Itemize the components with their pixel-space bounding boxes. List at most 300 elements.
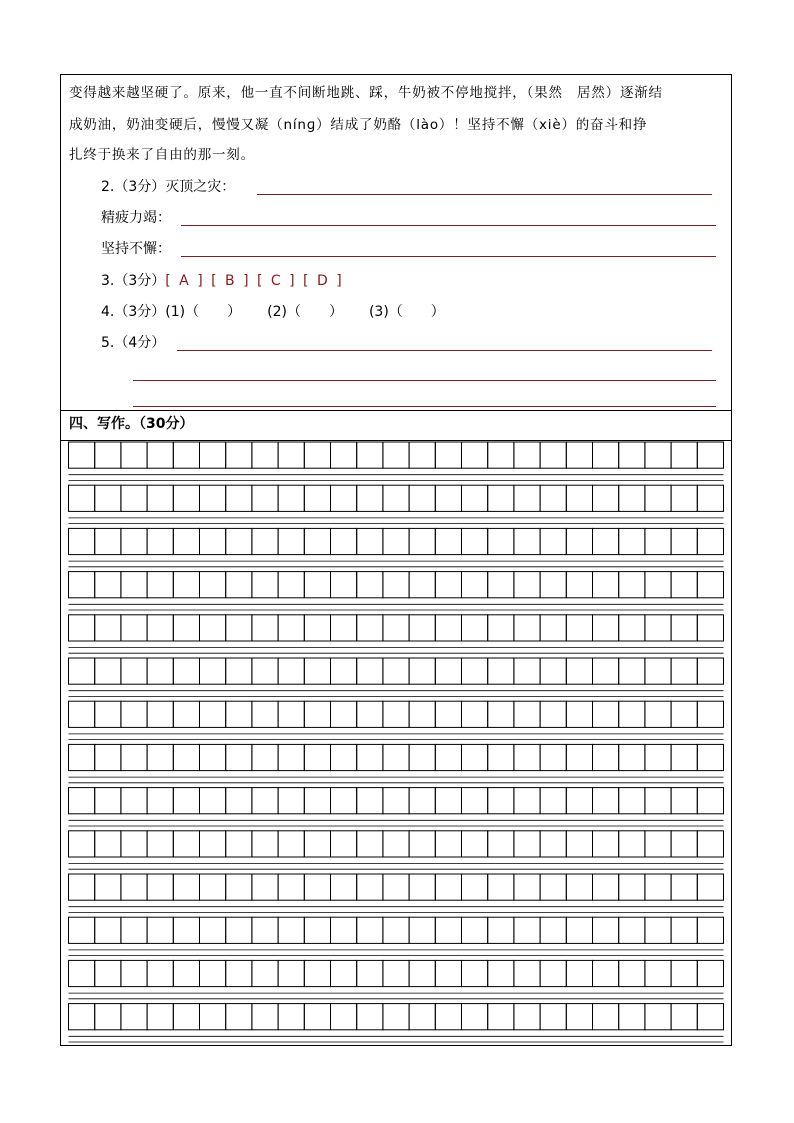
grid-cell[interactable]	[540, 960, 566, 986]
grid-cell[interactable]	[593, 528, 619, 554]
grid-cell[interactable]	[200, 831, 226, 857]
grid-cell[interactable]	[671, 960, 697, 986]
grid-cell[interactable]	[95, 572, 121, 598]
grid-cell[interactable]	[593, 442, 619, 468]
grid-cell[interactable]	[409, 917, 435, 943]
grid-cell[interactable]	[121, 788, 147, 814]
grid-row[interactable]	[69, 701, 724, 739]
grid-cell[interactable]	[697, 658, 723, 684]
grid-row[interactable]	[69, 960, 724, 998]
grid-cell[interactable]	[488, 658, 514, 684]
grid-cell[interactable]	[566, 1004, 592, 1030]
grid-cell[interactable]	[409, 874, 435, 900]
grid-cell[interactable]	[619, 788, 645, 814]
grid-cell[interactable]	[409, 615, 435, 641]
grid-cell[interactable]	[593, 572, 619, 598]
grid-cell[interactable]	[252, 528, 278, 554]
grid-cell[interactable]	[121, 831, 147, 857]
grid-cell[interactable]	[435, 658, 461, 684]
grid-cell[interactable]	[435, 960, 461, 986]
grid-cell[interactable]	[645, 917, 671, 943]
grid-cell[interactable]	[566, 744, 592, 770]
grid-cell[interactable]	[200, 874, 226, 900]
grid-cell[interactable]	[304, 528, 330, 554]
grid-cell[interactable]	[619, 485, 645, 511]
grid-cell[interactable]	[514, 572, 540, 598]
grid-cell[interactable]	[619, 1004, 645, 1030]
grid-cell[interactable]	[357, 744, 383, 770]
grid-cell[interactable]	[671, 442, 697, 468]
grid-cell[interactable]	[383, 788, 409, 814]
q2-answer-line-b[interactable]	[181, 225, 716, 226]
grid-cell[interactable]	[540, 788, 566, 814]
grid-cell[interactable]	[514, 788, 540, 814]
grid-cell[interactable]	[121, 658, 147, 684]
grid-cell[interactable]	[593, 1004, 619, 1030]
grid-cell[interactable]	[252, 572, 278, 598]
grid-cell[interactable]	[304, 960, 330, 986]
grid-cell[interactable]	[697, 831, 723, 857]
grid-cell[interactable]	[383, 701, 409, 727]
grid-cell[interactable]	[226, 485, 252, 511]
grid-cell[interactable]	[409, 485, 435, 511]
grid-cell[interactable]	[671, 917, 697, 943]
grid-row[interactable]	[69, 917, 724, 955]
grid-cell[interactable]	[147, 788, 173, 814]
grid-cell[interactable]	[69, 442, 95, 468]
grid-cell[interactable]	[593, 788, 619, 814]
grid-cell[interactable]	[383, 831, 409, 857]
grid-cell[interactable]	[462, 701, 488, 727]
grid-cell[interactable]	[409, 701, 435, 727]
grid-cell[interactable]	[488, 1004, 514, 1030]
grid-cell[interactable]	[357, 917, 383, 943]
grid-cell[interactable]	[435, 485, 461, 511]
grid-cell[interactable]	[671, 701, 697, 727]
composition-grid[interactable]	[68, 441, 726, 1045]
grid-cell[interactable]	[435, 917, 461, 943]
grid-cell[interactable]	[252, 788, 278, 814]
grid-cell[interactable]	[619, 960, 645, 986]
grid-cell[interactable]	[95, 658, 121, 684]
grid-cell[interactable]	[121, 917, 147, 943]
grid-cell[interactable]	[488, 528, 514, 554]
grid-cell[interactable]	[173, 485, 199, 511]
grid-cell[interactable]	[95, 917, 121, 943]
q4-part-3[interactable]: (3)（ ）	[368, 304, 445, 320]
grid-cell[interactable]	[357, 572, 383, 598]
grid-cell[interactable]	[147, 615, 173, 641]
grid-cell[interactable]	[121, 528, 147, 554]
grid-cell[interactable]	[645, 658, 671, 684]
grid-cell[interactable]	[645, 874, 671, 900]
grid-cell[interactable]	[331, 917, 357, 943]
grid-cell[interactable]	[278, 917, 304, 943]
grid-cell[interactable]	[593, 744, 619, 770]
grid-cell[interactable]	[331, 442, 357, 468]
grid-cell[interactable]	[173, 701, 199, 727]
grid-cell[interactable]	[121, 960, 147, 986]
grid-cell[interactable]	[278, 528, 304, 554]
grid-cell[interactable]	[69, 788, 95, 814]
grid-cell[interactable]	[540, 442, 566, 468]
grid-cell[interactable]	[95, 528, 121, 554]
grid-cell[interactable]	[304, 788, 330, 814]
grid-cell[interactable]	[357, 701, 383, 727]
grid-cell[interactable]	[252, 831, 278, 857]
grid-cell[interactable]	[69, 917, 95, 943]
grid-cell[interactable]	[383, 744, 409, 770]
q2-answer-line-c[interactable]	[181, 256, 716, 257]
grid-cell[interactable]	[697, 528, 723, 554]
grid-cell[interactable]	[593, 701, 619, 727]
grid-cell[interactable]	[645, 788, 671, 814]
grid-cell[interactable]	[252, 442, 278, 468]
grid-cell[interactable]	[278, 442, 304, 468]
grid-cell[interactable]	[95, 615, 121, 641]
grid-cell[interactable]	[540, 874, 566, 900]
grid-cell[interactable]	[645, 442, 671, 468]
grid-cell[interactable]	[514, 744, 540, 770]
grid-cell[interactable]	[357, 485, 383, 511]
q4-part-2[interactable]: (2)（ ）	[267, 304, 343, 320]
grid-cell[interactable]	[69, 701, 95, 727]
grid-cell[interactable]	[435, 1004, 461, 1030]
grid-cell[interactable]	[226, 960, 252, 986]
grid-cell[interactable]	[697, 744, 723, 770]
grid-cell[interactable]	[200, 1004, 226, 1030]
grid-cell[interactable]	[645, 615, 671, 641]
grid-cell[interactable]	[357, 1004, 383, 1030]
grid-cell[interactable]	[147, 831, 173, 857]
grid-row[interactable]	[69, 442, 724, 480]
grid-cell[interactable]	[147, 658, 173, 684]
grid-cell[interactable]	[173, 831, 199, 857]
grid-cell[interactable]	[69, 874, 95, 900]
grid-cell[interactable]	[514, 701, 540, 727]
grid-cell[interactable]	[278, 960, 304, 986]
grid-cell[interactable]	[697, 917, 723, 943]
grid-cell[interactable]	[304, 874, 330, 900]
grid-cell[interactable]	[226, 701, 252, 727]
grid-cell[interactable]	[121, 485, 147, 511]
grid-cell[interactable]	[514, 615, 540, 641]
grid-cell[interactable]	[619, 572, 645, 598]
grid-cell[interactable]	[173, 615, 199, 641]
grid-cell[interactable]	[488, 960, 514, 986]
grid-cell[interactable]	[697, 874, 723, 900]
grid-row[interactable]	[69, 1004, 724, 1042]
grid-cell[interactable]	[147, 572, 173, 598]
grid-cell[interactable]	[147, 874, 173, 900]
grid-cell[interactable]	[331, 572, 357, 598]
grid-cell[interactable]	[69, 831, 95, 857]
grid-cell[interactable]	[514, 831, 540, 857]
grid-cell[interactable]	[304, 831, 330, 857]
grid-cell[interactable]	[226, 658, 252, 684]
grid-cell[interactable]	[697, 701, 723, 727]
grid-cell[interactable]	[566, 658, 592, 684]
grid-cell[interactable]	[462, 528, 488, 554]
grid-row[interactable]	[69, 485, 724, 523]
grid-cell[interactable]	[304, 485, 330, 511]
grid-cell[interactable]	[462, 572, 488, 598]
grid-cell[interactable]	[671, 615, 697, 641]
grid-cell[interactable]	[566, 572, 592, 598]
grid-cell[interactable]	[357, 615, 383, 641]
grid-cell[interactable]	[147, 442, 173, 468]
grid-cell[interactable]	[357, 874, 383, 900]
grid-cell[interactable]	[645, 744, 671, 770]
grid-cell[interactable]	[462, 442, 488, 468]
grid-cell[interactable]	[95, 831, 121, 857]
grid-cell[interactable]	[514, 528, 540, 554]
grid-cell[interactable]	[488, 485, 514, 511]
grid-cell[interactable]	[69, 960, 95, 986]
grid-cell[interactable]	[462, 615, 488, 641]
grid-cell[interactable]	[252, 701, 278, 727]
grid-cell[interactable]	[383, 1004, 409, 1030]
grid-cell[interactable]	[593, 615, 619, 641]
grid-cell[interactable]	[226, 442, 252, 468]
grid-cell[interactable]	[304, 917, 330, 943]
grid-cell[interactable]	[226, 528, 252, 554]
grid-row[interactable]	[69, 572, 724, 610]
grid-cell[interactable]	[671, 528, 697, 554]
grid-cell[interactable]	[645, 1004, 671, 1030]
grid-cell[interactable]	[697, 960, 723, 986]
grid-cell[interactable]	[121, 744, 147, 770]
grid-cell[interactable]	[488, 701, 514, 727]
grid-cell[interactable]	[435, 701, 461, 727]
grid-cell[interactable]	[200, 917, 226, 943]
grid-cell[interactable]	[95, 744, 121, 770]
grid-cell[interactable]	[593, 874, 619, 900]
grid-cell[interactable]	[147, 701, 173, 727]
grid-cell[interactable]	[200, 442, 226, 468]
grid-cell[interactable]	[697, 572, 723, 598]
grid-cell[interactable]	[173, 1004, 199, 1030]
q5-answer-line-3[interactable]	[133, 406, 716, 407]
grid-cell[interactable]	[200, 788, 226, 814]
grid-cell[interactable]	[278, 572, 304, 598]
grid-cell[interactable]	[435, 831, 461, 857]
grid-cell[interactable]	[173, 658, 199, 684]
grid-cell[interactable]	[173, 572, 199, 598]
grid-cell[interactable]	[383, 615, 409, 641]
grid-cell[interactable]	[383, 874, 409, 900]
grid-cell[interactable]	[488, 917, 514, 943]
grid-cell[interactable]	[173, 917, 199, 943]
grid-cell[interactable]	[671, 1004, 697, 1030]
grid-cell[interactable]	[462, 917, 488, 943]
grid-cell[interactable]	[435, 572, 461, 598]
grid-cell[interactable]	[566, 831, 592, 857]
grid-cell[interactable]	[69, 744, 95, 770]
grid-cell[interactable]	[357, 528, 383, 554]
grid-cell[interactable]	[409, 572, 435, 598]
grid-cell[interactable]	[409, 442, 435, 468]
grid-cell[interactable]	[147, 1004, 173, 1030]
grid-cell[interactable]	[566, 701, 592, 727]
grid-cell[interactable]	[278, 615, 304, 641]
grid-cell[interactable]	[226, 572, 252, 598]
grid-cell[interactable]	[95, 1004, 121, 1030]
grid-cell[interactable]	[566, 960, 592, 986]
grid-cell[interactable]	[409, 788, 435, 814]
grid-cell[interactable]	[147, 744, 173, 770]
grid-cell[interactable]	[95, 701, 121, 727]
grid-cell[interactable]	[435, 788, 461, 814]
grid-cell[interactable]	[540, 917, 566, 943]
grid-cell[interactable]	[671, 788, 697, 814]
grid-cell[interactable]	[304, 658, 330, 684]
grid-cell[interactable]	[593, 960, 619, 986]
grid-cell[interactable]	[331, 960, 357, 986]
grid-cell[interactable]	[488, 831, 514, 857]
grid-cell[interactable]	[69, 658, 95, 684]
grid-cell[interactable]	[226, 874, 252, 900]
grid-cell[interactable]	[226, 1004, 252, 1030]
grid-cell[interactable]	[383, 572, 409, 598]
q5-answer-line-1[interactable]	[177, 350, 712, 351]
grid-cell[interactable]	[514, 658, 540, 684]
grid-cell[interactable]	[593, 831, 619, 857]
grid-cell[interactable]	[95, 485, 121, 511]
grid-cell[interactable]	[540, 658, 566, 684]
grid-cell[interactable]	[462, 485, 488, 511]
grid-cell[interactable]	[95, 960, 121, 986]
grid-cell[interactable]	[383, 442, 409, 468]
grid-cell[interactable]	[566, 874, 592, 900]
grid-cell[interactable]	[488, 442, 514, 468]
grid-cell[interactable]	[488, 788, 514, 814]
grid-cell[interactable]	[409, 528, 435, 554]
grid-cell[interactable]	[488, 874, 514, 900]
grid-cell[interactable]	[619, 615, 645, 641]
grid-cell[interactable]	[514, 1004, 540, 1030]
grid-cell[interactable]	[252, 917, 278, 943]
grid-cell[interactable]	[304, 701, 330, 727]
grid-cell[interactable]	[671, 572, 697, 598]
grid-cell[interactable]	[278, 701, 304, 727]
grid-cell[interactable]	[304, 442, 330, 468]
grid-cell[interactable]	[514, 917, 540, 943]
grid-cell[interactable]	[671, 831, 697, 857]
grid-cell[interactable]	[645, 572, 671, 598]
grid-cell[interactable]	[540, 831, 566, 857]
grid-cell[interactable]	[173, 960, 199, 986]
grid-cell[interactable]	[383, 658, 409, 684]
grid-cell[interactable]	[619, 528, 645, 554]
grid-cell[interactable]	[252, 960, 278, 986]
grid-cell[interactable]	[304, 744, 330, 770]
grid-cell[interactable]	[619, 701, 645, 727]
grid-cell[interactable]	[69, 572, 95, 598]
grid-cell[interactable]	[514, 960, 540, 986]
grid-cell[interactable]	[619, 442, 645, 468]
grid-cell[interactable]	[357, 442, 383, 468]
grid-cell[interactable]	[278, 874, 304, 900]
grid-cell[interactable]	[540, 528, 566, 554]
grid-row[interactable]	[69, 658, 724, 696]
grid-cell[interactable]	[331, 788, 357, 814]
grid-cell[interactable]	[645, 960, 671, 986]
grid-cell[interactable]	[645, 701, 671, 727]
grid-cell[interactable]	[252, 744, 278, 770]
grid-cell[interactable]	[462, 1004, 488, 1030]
grid-cell[interactable]	[226, 831, 252, 857]
grid-cell[interactable]	[697, 788, 723, 814]
grid-cell[interactable]	[200, 658, 226, 684]
grid-cell[interactable]	[645, 831, 671, 857]
grid-cell[interactable]	[619, 917, 645, 943]
grid-cell[interactable]	[69, 485, 95, 511]
grid-cell[interactable]	[357, 831, 383, 857]
grid-cell[interactable]	[252, 485, 278, 511]
grid-cell[interactable]	[147, 485, 173, 511]
grid-cell[interactable]	[566, 485, 592, 511]
grid-cell[interactable]	[697, 442, 723, 468]
grid-cell[interactable]	[200, 744, 226, 770]
grid-cell[interactable]	[697, 485, 723, 511]
grid-row[interactable]	[69, 744, 724, 782]
grid-cell[interactable]	[173, 442, 199, 468]
grid-cell[interactable]	[69, 528, 95, 554]
grid-cell[interactable]	[147, 528, 173, 554]
q3-options[interactable]: [ A ] [ B ] [ C ] [ D ]	[165, 273, 344, 289]
grid-cell[interactable]	[278, 485, 304, 511]
grid-cell[interactable]	[435, 744, 461, 770]
grid-cell[interactable]	[357, 960, 383, 986]
q5-answer-line-2[interactable]	[133, 380, 716, 381]
grid-cell[interactable]	[173, 528, 199, 554]
grid-cell[interactable]	[566, 788, 592, 814]
grid-cell[interactable]	[514, 485, 540, 511]
grid-cell[interactable]	[357, 788, 383, 814]
grid-cell[interactable]	[121, 615, 147, 641]
grid-cell[interactable]	[540, 1004, 566, 1030]
grid-cell[interactable]	[697, 615, 723, 641]
grid-cell[interactable]	[147, 917, 173, 943]
grid-cell[interactable]	[566, 442, 592, 468]
grid-cell[interactable]	[435, 442, 461, 468]
grid-cell[interactable]	[409, 658, 435, 684]
grid-cell[interactable]	[409, 831, 435, 857]
grid-cell[interactable]	[69, 615, 95, 641]
grid-row[interactable]	[69, 615, 724, 653]
grid-cell[interactable]	[593, 658, 619, 684]
grid-cell[interactable]	[173, 788, 199, 814]
grid-cell[interactable]	[226, 615, 252, 641]
grid-cell[interactable]	[462, 658, 488, 684]
grid-cell[interactable]	[462, 874, 488, 900]
grid-cell[interactable]	[95, 442, 121, 468]
grid-cell[interactable]	[226, 744, 252, 770]
grid-cell[interactable]	[278, 788, 304, 814]
grid-cell[interactable]	[331, 658, 357, 684]
grid-cell[interactable]	[462, 744, 488, 770]
grid-cell[interactable]	[121, 442, 147, 468]
grid-cell[interactable]	[540, 615, 566, 641]
grid-cell[interactable]	[514, 874, 540, 900]
grid-cell[interactable]	[331, 744, 357, 770]
grid-cell[interactable]	[69, 1004, 95, 1030]
grid-cell[interactable]	[200, 701, 226, 727]
grid-cell[interactable]	[566, 615, 592, 641]
grid-cell[interactable]	[252, 658, 278, 684]
grid-cell[interactable]	[252, 1004, 278, 1030]
